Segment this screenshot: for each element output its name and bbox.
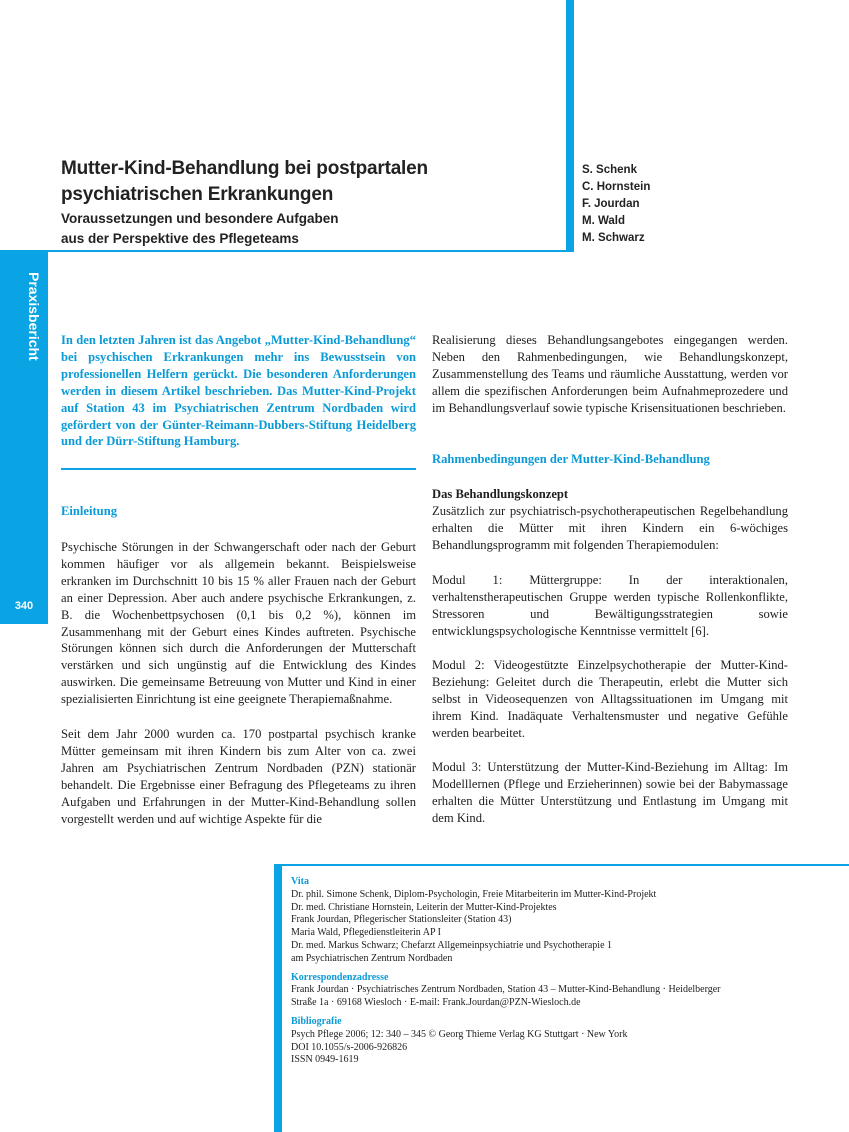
modul-3-paragraph: [432, 759, 788, 827]
title-line-2: psychiatrischen Erkrankungen: [61, 184, 334, 205]
abstract-text: In den letzten Jahren ist das Angebot „Mutter-Kind-Behandlung“ bei psychischen Erkrankungen mehr ins Bewusstsein von professionellen Helfern gerückt. Die besonderen Anforderungen werden in diesem Artikel beschrieben. Das Mutter-Kind-Projekt auf Station 43 im Psychiatrischen Zentrum Nordbaden wird gefördert von der Günter-Reimann-Dubbers-Stiftung Heidelberg und der Dürr-Stiftung Hamburg.: [61, 333, 416, 449]
bibliography-heading: Bibliografie: [291, 1015, 342, 1027]
correspondence-line: Straße 1a · 69168 Wiesloch · E-mail: Frank.Jourdan@PZN-Wiesloch.de: [291, 997, 581, 1009]
correspondence-heading: Korrespondenzadresse: [291, 971, 389, 983]
paragraph-text: Seit dem Jahr 2000 wurden ca. 170 postpartal psychisch kranke Mütter gemeinsam mit ihren Kindern bis zum Alter von ca. zwei Jahren am Psychiatrischen Zentrum Nordbaden (PZN) stationär behandelt. Die Ergebnisse einer Befragung des Pflegeteams zu ihren Aufgaben und Erfahrungen in der Mutter-Kind-Behandlung sollen vorgestellt werden und auf wichtige Aspekte für die: [61, 727, 416, 826]
author-name: F. Jourdan: [582, 198, 640, 210]
subtitle-line-2: aus der Perspektive des Pflegeteams: [61, 231, 299, 246]
modul-2-paragraph: [432, 657, 788, 742]
abstract: [61, 332, 416, 450]
correspondence-line: Frank Jourdan · Psychiatrisches Zentrum Nordbaden, Station 43 – Mutter-Kind-Behandlung · Heidelberger: [291, 984, 721, 996]
section-side-tab: [0, 252, 48, 624]
modul-1-paragraph: [432, 572, 788, 640]
vita-line: am Psychiatrischen Zentrum Nordbaden: [291, 952, 453, 964]
author-name: M. Wald: [582, 215, 626, 227]
bibliography-line: Psych Pflege 2006; 12: 340 – 345 © Georg Thieme Verlag KG Stuttgart · New York: [291, 1028, 628, 1040]
intro-paragraph-2: [61, 726, 416, 827]
author-list: [582, 162, 782, 247]
vita-box: [291, 876, 831, 1067]
article-subtitle: [61, 209, 541, 249]
author-name: S. Schenk: [582, 164, 637, 176]
section-heading-rahmenbedingungen: Rahmenbedingungen der Mutter-Kind-Behandlung: [432, 452, 710, 466]
author-name: M. Schwarz: [582, 232, 645, 244]
vita-line: Dr. med. Markus Schwarz; Chefarzt Allgemeinpsychiatrie und Psychotherapie 1: [291, 939, 613, 951]
vita-line: Frank Jourdan, Pflegerischer Stationsleiter (Station 43): [291, 914, 512, 926]
subsection-heading: Das Behandlungskonzept: [432, 487, 569, 501]
paragraph-text: Realisierung dieses Behandlungsangebotes eingegangen werden. Neben den Rahmenbedingungen, wie Behandlungskonzept, Zusammenstellung des Teams und räumliche Ausstattung, werden vor allem die spezifischen Anforderungen beim Aufnahmeprozedere und im Behandlungsverlauf sowie typische Krisensituationen beschrieben.: [432, 333, 788, 415]
vita-heading: Vita: [291, 876, 309, 887]
vita-vertical-bar: [274, 864, 282, 1132]
paragraph-text: Modul 1: Müttergruppe: In der interaktionalen, verhaltenstherapeutischen Gruppe werden typische Rollenkonflikte, Stressoren und Bewältigungsstrategien sowie entwicklungspsychologische Kenntnisse vermittelt [6].: [432, 573, 788, 638]
section-heading-einleitung: Einleitung: [61, 504, 117, 518]
bibliography-line: ISSN 0949-1619: [291, 1054, 359, 1066]
right-paragraph-1: [432, 332, 788, 417]
paragraph-text: Psychische Störungen in der Schwangerschaft oder nach der Geburt kommen häufiger vor als allgemein bekannt. Beispielsweise erkranken im Durchschnitt 10 bis 15 % aller Frauen nach der Geburt an einer Depression. Aber auch andere psychische Erkrankungen, z. B. die Wochenbettpsychosen (0,1 bis 0,2 %), können im Zusammenhang mit der Geburt eines Kindes auftreten. Psychische Störungen können sich durch die Anforderungen der Mutterschaft verstärken und sich ungünstig auf die Entwicklung des Kindes auswirken. Die gemeinsame Betreuung von Mutter und Kind in einer spezialisierten Einrichtung ist eine geeignete Therapiemaßnahme.: [61, 540, 416, 707]
paragraph-text: Modul 3: Unterstützung der Mutter-Kind-Beziehung im Alltag: Im Modelllernen (Pflege und Erzieherinnen) sowie bei der Babymassage erhalten die Mütter Unterstützung und Entlastung im Umgang mit dem Kind.: [432, 760, 788, 825]
paragraph-text: Zusätzlich zur psychiatrisch-psychotherapeutischen Regelbehandlung erhalten die Mütter mit ihren Kindern ein 6-wöchiges Behandlungsprogramm mit folgenden Therapiemodulen:: [432, 503, 788, 552]
vita-line: Maria Wald, Pflegedienstleiterin AP I: [291, 927, 441, 939]
title-line-1: Mutter-Kind-Behandlung bei postpartalen: [61, 158, 428, 179]
abstract-rule: [61, 468, 416, 470]
bibliography-line: DOI 10.1055/s-2006-926826: [291, 1041, 408, 1053]
top-vertical-bar: [566, 0, 574, 252]
section-label: Praxisbericht: [26, 272, 42, 361]
subtitle-line-1: Voraussetzungen und besondere Aufgaben: [61, 211, 339, 226]
page-number: 340: [14, 600, 34, 612]
intro-paragraph-1: [61, 539, 416, 708]
paragraph-text: Modul 2: Videogestützte Einzelpsychotherapie der Mutter-Kind-Beziehung: Geleitet durch die Therapeutin, erlebt die Mutter sich selbst in Videosequenzen von Alltagssituationen im Umgang mit ihrem Kind. Inadäquate Verhaltensmuster und negative Gefühle werden bearbeitet.: [432, 658, 788, 740]
vita-line: Dr. med. Christiane Hornstein, Leiterin der Mutter-Kind-Projektes: [291, 901, 557, 913]
vita-line: Dr. phil. Simone Schenk, Diplom-Psychologin, Freie Mitarbeiterin im Mutter-Kind-Projekt: [291, 888, 657, 900]
author-name: C. Hornstein: [582, 181, 651, 193]
title-rule: [0, 250, 566, 252]
article-title: [61, 156, 541, 208]
behandlungskonzept-block: [432, 486, 788, 554]
vita-rule: [274, 864, 849, 866]
